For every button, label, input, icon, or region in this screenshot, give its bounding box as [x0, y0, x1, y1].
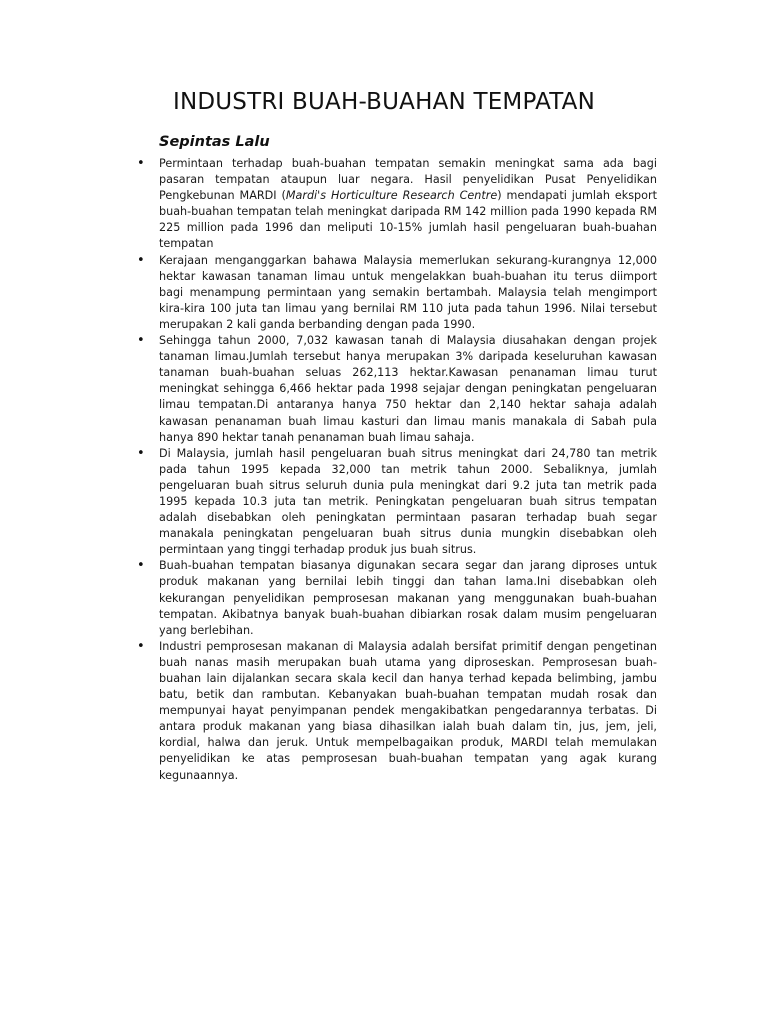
bullet-item-processing: • Industri pemprosesan makanan di Malaysia adalah bersifat primitif dengan pengetinan buah nanas masih merupakan buah utama yang diproseskan. Pemprosesan buah-buahan lain dijalankan secara skala kecil dan hanya terhad kepada belimbing, jambu batu, betik dan rambutan. Kebanyakan buah-buahan tempatan mudah rosak dan mempunyai hayat penyimpanan pendek mengakibatkan pengedarannya terbatas. Di antara produk makanan yang biasa dihasilkan ialah buah dalam tin, jus, jem, jeli, kordial, halwa dan jeruk. Untuk mempelbagaikan produk, MARDI telah memulakan penyelidikan ke atas pemprosesan buah-buahan tempatan yang agak kurang kegunaannya. [159, 639, 657, 784]
section-heading: Sepintas Lalu [159, 134, 270, 150]
bullet-list [159, 156, 657, 784]
document-title: INDUSTRI BUAH-BUAHAN TEMPATAN [172, 89, 596, 115]
bullet-item-usage: • Buah-buahan tempatan biasanya digunakan secara segar dan jarang diproses untuk produk makanan yang bernilai lebih tinggi dan tahan lama.Ini disebabkan oleh kekurangan penyelidikan pemprosesan makanan yang menggunakan buah-buahan tempatan. Akibatnya banyak buah-buahan dibiarkan rosak dalam musim pengeluaran yang berlebihan. [159, 558, 657, 638]
bullet-item-area: • Sehingga tahun 2000, 7,032 kawasan tanah di Malaysia diusahakan dengan projek tanaman limau.Jumlah tersebut hanya merupakan 3% daripada keseluruhan kawasan tanaman buah-buahan seluas 262,113 hektar.Kawasan penanaman limau turut meningkat sehingga 6,466 hektar pada 1998 sejajar dengan peningkatan pengeluaran limau tempatan.Di antaranya hanya 750 hektar dan 2,140 hektar sahaja adalah kawasan penanaman buah limau kasturi dan limau manis manakala di Sabah pula hanya 890 hektar tanah penanaman buah limau sahaja. [159, 333, 657, 446]
bullet-text-italic: Mardi's Horticulture Research Centre [285, 189, 498, 203]
bullet-text-before: Permintaan terhadap buah-buahan tempatan semakin meningkat sama ada bagi pasaran tempatan ataupun luar negara. Hasil penyelidikan Pusat Penyelidikan Pengkebunan MARDI ( [159, 157, 657, 203]
bullet-text-after: ) mendapati jumlah eksport buah-buahan tempatan telah meningkat daripada RM 142 million pada 1990 kepada RM 225 million pada 1996 dan meliputi 10-15% jumlah hasil pengeluaran buah-buahan tempatan [159, 189, 657, 251]
bullet-item-import: • Kerajaan menganggarkan bahawa Malaysia memerlukan sekurang-kurangnya 12,000 hektar kawasan tanaman limau untuk mengelakkan buah-buahan itu terus diimport bagi menampung permintaan yang semakin bertambah. Malaysia telah mengimport kira-kira 100 juta tan limau yang bernilai RM 110 juta pada tahun 1996. Nilai tersebut merupakan 2 kali ganda berbanding dengan pada 1990. [159, 253, 657, 333]
bullet-item-export [159, 156, 657, 253]
bullet-item-production: • Di Malaysia, jumlah hasil pengeluaran buah sitrus meningkat dari 24,780 tan metrik pada tahun 1995 kepada 32,000 tan metrik tahun 2000. Sebaliknya, jumlah pengeluaran buah sitrus seluruh dunia pula meningkat dari 9.2 juta tan metrik pada 1995 kepada 10.3 juta tan metrik. Peningkatan pengeluaran buah sitrus tempatan adalah disebabkan oleh peningkatan permintaan pasaran terhadap buah segar manakala peningkatan pengeluaran buah sitrus dunia mungkin disebabkan oleh permintaan yang tinggi terhadap produk jus buah sitrus. [159, 446, 657, 559]
